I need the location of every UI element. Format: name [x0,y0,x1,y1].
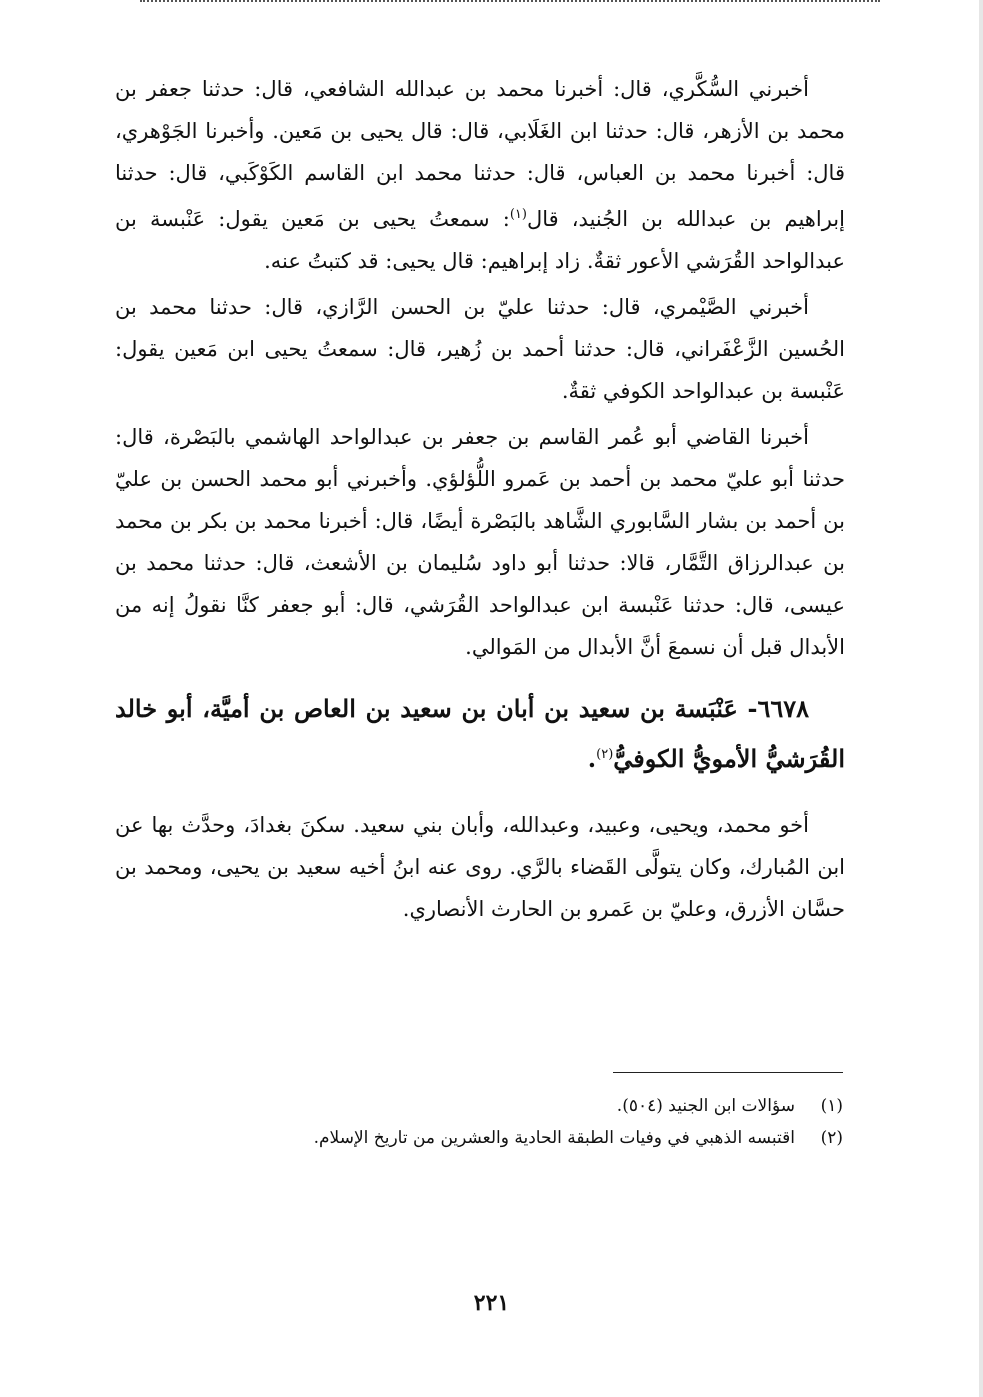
entry-heading-end: . [587,744,597,773]
footnote-ref-2: (٢) [596,747,614,762]
scan-edge-top [140,0,880,5]
entry-heading-text: ٦٦٧٨- عَنْبَسة بن سعيد بن أبان بن سعيد بن العاص بن أميَّة، أبو خالد القُرَشيُّ الأمويُّ الكوفيُّ [115,694,845,773]
footnote-text: سؤالات ابن الجنيد (٥٠٤). [616,1096,795,1116]
paragraph-4: أخو محمد، ويحيى، وعبيد، وعبدالله، وأبان بني سعيد. سكنَ بغدادَ، وحدَّث بها عن ابن المُبارك، وكان يتولَّى القَضاء بالرَّي. روى عنه ابنُ أخيه سعيد بن يحيى، ومحمد بن حسَّان الأزرق، وعليّ بن عَمرو بن الحارث الأنصاري. [115,813,845,921]
footnotes [203,1090,843,1154]
paragraph-1-tail: : سمعتُ يحيى بن مَعين يقول: عَنْبسة بن عبدالواحد القُرَشي الأعور ثقةٌ. زاد إبراهيم: قال يحيى: قد كتبتُ عنه. [115,207,845,273]
paragraph-2: أخبرني الصَّيْمري، قال: حدثنا عليّ بن الحسن الرَّازي، قال: حدثنا محمد بن الحُسين الزَّعْفَراني، قال: حدثنا أحمد بن زُهير، قال: سمعتُ يحيى ابن مَعين يقول: عَنْبسة بن عبدالواحد الكوفي ثقةٌ. [115,295,845,403]
footnote-text: اقتبسه الذهبي في وفيات الطبقة الحادية والعشرين من تاريخ الإسلام. [313,1128,795,1148]
footnote-number: (٢) [820,1128,843,1148]
footnote-number: (١) [820,1096,843,1116]
footnote-1 [203,1090,843,1122]
entry-heading [115,686,845,782]
scan-edge-right [979,0,983,1397]
paragraph-3: أخبرنا القاضي أبو عُمر القاسم بن جعفر بن عبدالواحد الهاشمي بالبَصْرة، قال: حدثنا أبو عليّ محمد بن أحمد بن عَمرو اللُّؤلؤي. وأخبرني أبو محمد الحسن بن عليّ بن أحمد بن بشار السَّابوري الشَّاهد بالبَصْرة أيضًا، قال: أخبرنا محمد بن بكر بن محمد بن عبدالرزاق التَّمَّار، قالا: حدثنا أبو داود سُليمان بن الأشعث، قال: حدثنا محمد بن عيسى، قال: حدثنا عَنْبسة ابن عبدالواحد القُرَشي، قال: أبو جعفر كنَّا نقولُ إنه من الأبدال قبل أن نسمعَ أنَّ الأبدال من المَوالي. [115,425,845,659]
page-number: ٢٢١ [473,1290,510,1316]
footnote-ref-1: (١) [509,207,527,222]
footnote-divider [613,1072,843,1073]
footnote-2 [203,1122,843,1154]
paragraph-1-text: أخبرني السُّكَّري، قال: أخبرنا محمد بن عبدالله الشافعي، قال: حدثنا جعفر بن محمد بن الأزهر، قال: حدثنا ابن الغَلَابي، قال: قال يحيى بن مَعين. وأخبرنا الجَوْهري، قال: أخبرنا محمد بن العباس، قال: حدثنا محمد ابن القاسم الكَوْكَبي، قال: حدثنا إبراهيم بن عبدالله بن الجُنيد، قال [115,77,845,231]
page-body [115,68,845,930]
paragraph-1 [115,68,845,282]
